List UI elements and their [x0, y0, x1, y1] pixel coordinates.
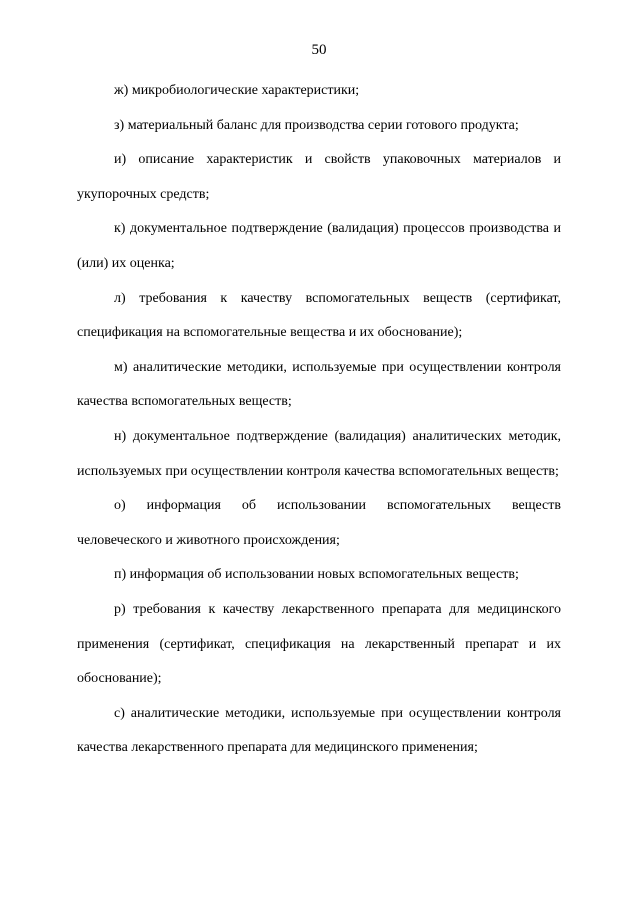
list-item-k: к) документальное подтверждение (валидация) процессов производства и (или) их оценка;	[77, 221, 561, 271]
list-item-i: и) описание характеристик и свойств упаковочных материалов и укупорочных средств;	[77, 152, 561, 202]
list-item-s: с) аналитические методики, используемые при осуществлении контроля качества лекарственного препарата для медицинского применения;	[77, 705, 561, 756]
list-item-o: о) информация об использовании вспомогательных веществ человеческого и животного происхождения;	[77, 498, 561, 548]
list-item-n: н) документальное подтверждение (валидация) аналитических методик, используемых при осуществлении контроля качества вспомогательных веществ;	[77, 428, 561, 479]
list-item-zh: ж) микробиологические характеристики;	[114, 83, 360, 98]
list-item-m: м) аналитические методики, используемые при осуществлении контроля качества вспомогательных веществ;	[77, 359, 561, 410]
page-number: 50	[311, 42, 327, 58]
list-item-l: л) требования к качеству вспомогательных веществ (сертификат, спецификация на вспомогательные вещества и их обоснование);	[77, 290, 561, 341]
list-item-p: п) информация об использовании новых вспомогательных веществ;	[114, 567, 519, 583]
list-item-z: з) материальный баланс для производства серии готового продукта;	[114, 117, 519, 133]
list-item-r: р) требования к качеству лекарственного препарата для медицинского применения (сертификат, спецификация на лекарственный препарат и их обоснование);	[77, 601, 561, 687]
